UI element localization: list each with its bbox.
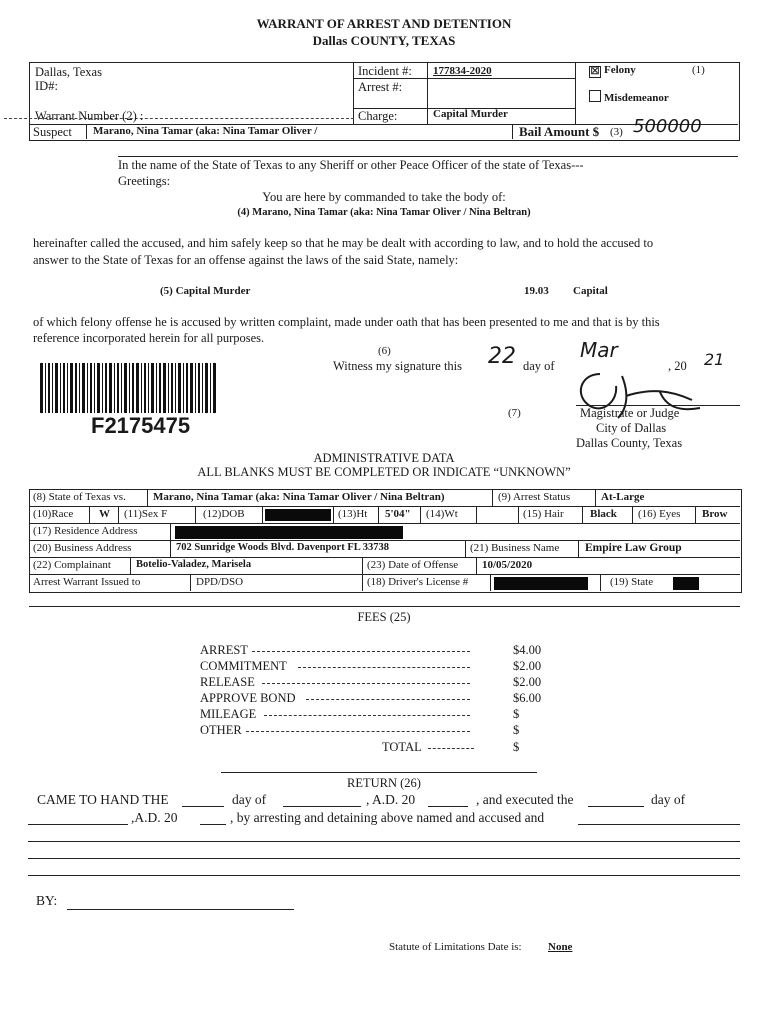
misdemeanor-label: Misdemeanor	[604, 92, 669, 104]
fee-total-leader	[428, 748, 474, 749]
admin-subheading: ALL BLANKS MUST BE COMPLETED OR INDICATE “UNKNOWN”	[197, 465, 571, 479]
fee-label: RELEASE	[200, 675, 255, 689]
height-value: 5'04"	[385, 508, 411, 520]
fee-leader	[264, 715, 470, 716]
suspect-label: Suspect	[33, 125, 72, 139]
state-redacted	[673, 577, 699, 590]
return-heading: RETURN (26)	[347, 776, 421, 790]
fee-total-label: TOTAL	[382, 740, 422, 754]
commanded-text: You are here by commanded to take the body of:	[262, 190, 506, 204]
fee-leader	[262, 683, 470, 684]
weight-label: (14)Wt	[426, 508, 458, 520]
suspect-value: Marano, Nina Tamar (aka: Nina Tamar Oliver /	[93, 125, 318, 137]
intro-text: In the name of the State of Texas to any Sheriff or other Peace Officer of the state of Texas---	[118, 158, 584, 172]
offense-statute: 19.03	[524, 285, 549, 297]
arrest-status-label: (9) Arrest Status	[498, 491, 571, 503]
incident-label: Incident #:	[358, 64, 412, 78]
race-label: (10)Race	[33, 508, 74, 520]
fee-total-amount: $	[513, 740, 520, 754]
id-label: ID#:	[35, 79, 58, 93]
barcode-image	[40, 363, 216, 413]
fees-heading: FEES (25)	[357, 610, 411, 624]
return-separator	[221, 772, 537, 773]
executed-year-blank	[200, 824, 226, 825]
fee-leader	[252, 651, 470, 652]
fee-amount: $6.00	[513, 691, 542, 705]
warrant-number-label: Warrant Number (2) :	[35, 109, 144, 123]
charge-value: Capital Murder	[433, 108, 508, 120]
felony-check-mark: ☒	[590, 66, 600, 77]
executed-text: , and executed the	[476, 792, 574, 807]
paragraph2-line2: reference incorporated herein for all purposes.	[33, 331, 265, 345]
dob-label: (12)DOB	[203, 508, 245, 520]
business-address-value: 702 Sunridge Woods Blvd. Davenport FL 33738	[176, 542, 390, 553]
came-to-hand-text: CAME TO HAND THE	[37, 792, 169, 807]
fee-leader	[306, 699, 470, 700]
by-label: BY:	[36, 893, 58, 908]
sex-label: (11)Sex F	[124, 508, 168, 520]
county-text: Dallas County, Texas	[576, 436, 683, 450]
fee-amount: $	[513, 723, 520, 737]
offense-class: Capital	[573, 285, 608, 297]
complainant-label: (22) Complainant	[33, 559, 111, 571]
return-blank-line	[28, 875, 740, 876]
document-subtitle: Dallas COUNTY, TEXAS	[312, 33, 456, 48]
felony-number: (1)	[692, 64, 705, 76]
fee-amount: $4.00	[513, 643, 542, 657]
eyes-value: Brow	[702, 508, 728, 520]
arrest-label: Arrest #:	[358, 80, 403, 94]
business-name-label: (21) Business Name	[470, 542, 560, 554]
felony-label: Felony	[604, 64, 636, 76]
fee-leader	[298, 667, 470, 668]
offense-date-value: 10/05/2020	[482, 559, 533, 571]
state-vs-value: Marano, Nina Tamar (aka: Nina Tamar Oliver / Nina Beltran)	[153, 491, 445, 503]
return-blank-line	[28, 858, 740, 859]
residence-redacted	[175, 526, 403, 539]
issued-to-label: Arrest Warrant Issued to	[33, 576, 141, 588]
bail-number: (3)	[610, 126, 623, 138]
arresting-blank	[578, 824, 740, 825]
return-blank-line	[28, 841, 740, 842]
incident-value: 177834-2020	[433, 65, 492, 77]
executed-month-blank	[28, 824, 128, 825]
drivers-license-label: (18) Driver's License #	[367, 576, 469, 588]
fee-label: APPROVE BOND	[200, 691, 296, 705]
state-vs-label: (8) State of Texas vs.	[33, 491, 126, 503]
drivers-license-redacted	[494, 577, 588, 590]
signature-year-handwritten: 21	[704, 350, 725, 369]
fee-label: COMMITMENT	[200, 659, 287, 673]
fee-label: MILEAGE	[200, 707, 257, 721]
day-blank	[182, 806, 224, 807]
fees-separator	[29, 606, 740, 607]
fee-label: OTHER	[200, 723, 242, 737]
document-title: WARRANT OF ARREST AND DETENTION	[256, 16, 512, 31]
fee-label: ARREST	[200, 643, 248, 657]
height-label: (13)Ht	[338, 508, 368, 520]
state-label: (19) State	[610, 576, 654, 588]
arrest-status-value: At-Large	[601, 491, 645, 503]
charge-label: Charge:	[358, 109, 398, 123]
day-of-text: day of	[523, 359, 555, 373]
complainant-value: Botelio-Valadez, Marisela	[136, 559, 252, 570]
admin-heading: ADMINISTRATIVE DATA	[313, 451, 455, 465]
witness-number: (6)	[378, 345, 391, 357]
magistrate-number: (7)	[508, 407, 521, 419]
ad20b-text: ,A.D. 20	[131, 810, 178, 825]
issued-to-value: DPD/DSO	[196, 576, 244, 588]
offense-date-label: (23) Date of Offense	[367, 559, 459, 571]
year-blank	[428, 806, 468, 807]
felony-checkbox	[589, 64, 636, 78]
executed-day-blank	[588, 806, 644, 807]
dob-redacted	[265, 509, 331, 521]
witness-text: Witness my signature this	[333, 359, 462, 373]
day-of-text: day of	[232, 792, 267, 807]
signature-day-handwritten: 22	[488, 344, 516, 369]
signature-month-handwritten: Mar	[580, 338, 618, 362]
misdemeanor-checkbox	[589, 90, 669, 104]
business-address-label: (20) Business Address	[33, 542, 132, 554]
by-signature-line	[67, 909, 294, 910]
offense-name: (5) Capital Murder	[160, 285, 251, 297]
hair-value: Black	[590, 508, 617, 520]
accused-name: (4) Marano, Nina Tamar (aka: Nina Tamar Oliver / Nina Beltran)	[237, 207, 531, 218]
day-of2-text: day of	[651, 792, 686, 807]
bail-label: Bail Amount $	[519, 124, 600, 139]
separator-line	[118, 156, 738, 157]
greetings-text: Greetings:	[118, 174, 171, 188]
magistrate-title: Magistrate or Judge	[580, 406, 680, 420]
city-text: City of Dallas	[596, 421, 667, 435]
month-blank	[283, 806, 361, 807]
race-value: W	[99, 508, 110, 520]
eyes-label: (16) Eyes	[638, 508, 681, 520]
fee-leader	[246, 731, 470, 732]
location: Dallas, Texas	[35, 65, 102, 79]
year-prefix: , 20	[668, 359, 687, 373]
barcode-number: F2175475	[91, 413, 191, 438]
fee-amount: $2.00	[513, 659, 542, 673]
fee-amount: $	[513, 707, 520, 721]
bail-handwritten: 500000	[633, 116, 702, 137]
residence-label: (17) Residence Address	[33, 525, 138, 537]
business-name-value: Empire Law Group	[585, 542, 682, 554]
limitations-label: Statute of Limitations Date is:	[389, 941, 522, 953]
paragraph2-line1: of which felony offense he is accused by written complaint, made under oath that has been presented to me and that is by this	[33, 315, 660, 329]
paragraph1-line2: answer to the State of Texas for an offense against the laws of the said State, namely:	[33, 253, 459, 267]
limitations-value: None	[548, 941, 573, 953]
paragraph1-line1: hereinafter called the accused, and him safely keep so that he may be dealt with according to law, and to hold the accused to	[33, 236, 654, 250]
misdemeanor-box	[589, 90, 601, 102]
fee-amount: $2.00	[513, 675, 542, 689]
hair-label: (15) Hair	[523, 508, 564, 520]
ad20-text: , A.D. 20	[366, 792, 416, 807]
arresting-text: , by arresting and detaining above named and accused and	[230, 810, 545, 825]
